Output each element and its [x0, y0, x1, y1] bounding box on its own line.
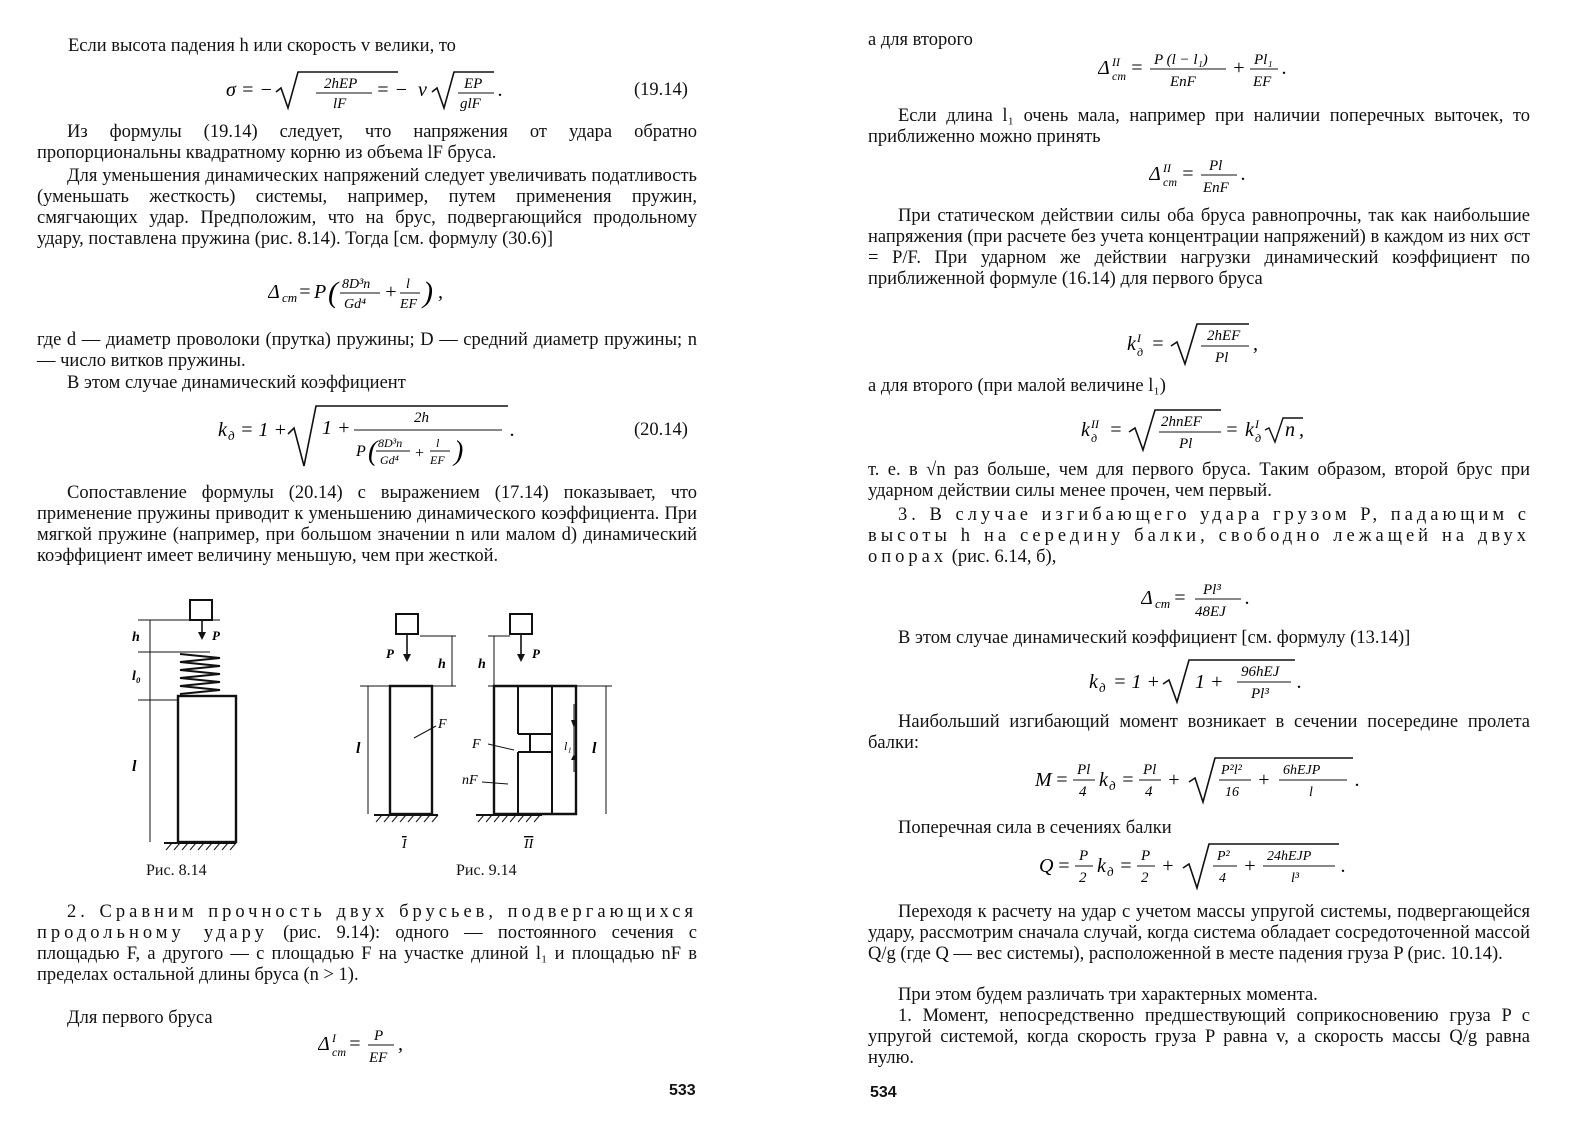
svg-text:lF: lF: [333, 96, 347, 112]
paragraph: [868, 460, 1530, 502]
text: В этом случае динамический коэффициент: [67, 373, 406, 393]
svg-text:P (l − l₁): P (l − l₁): [1154, 52, 1208, 68]
svg-text:=: =: [1225, 419, 1239, 441]
paragraph: [868, 818, 1530, 839]
equation-number: (19.14): [634, 80, 688, 100]
svg-text:Pl: Pl: [1179, 436, 1193, 452]
equation-delta-beam: [1141, 574, 1271, 628]
paragraph: [868, 985, 1530, 1006]
equation-M: [1035, 752, 1375, 812]
svg-text:Q: Q: [1039, 855, 1054, 877]
svg-text:=: =: [1151, 333, 1165, 355]
fig-label-h: h: [438, 657, 446, 672]
svg-text:v: v: [418, 79, 427, 101]
svg-text:4: 4: [1145, 784, 1153, 800]
svg-text:=: =: [1057, 855, 1071, 877]
svg-text:1 +: 1 +: [1195, 671, 1224, 693]
svg-text:.: .: [1245, 587, 1250, 609]
svg-text:P: P: [1079, 848, 1089, 864]
text: Поперечная сила в сечениях балки: [898, 818, 1172, 838]
svg-text:II: II: [1163, 161, 1171, 175]
page-number: 534: [870, 1084, 897, 1101]
text: Из формулы (19.14) следует, что напряжения от удара обратно пропорциональны квадратному корню из объема lF бруса.: [37, 122, 697, 163]
svg-text:,: ,: [1253, 333, 1258, 355]
svg-text:,: ,: [438, 281, 443, 303]
svg-text:+: +: [1243, 855, 1257, 877]
svg-text:II: II: [1091, 417, 1099, 431]
svg-text:8D³n: 8D³n: [378, 436, 403, 450]
svg-text:ст: ст: [1163, 175, 1177, 189]
equation-delta-st-render: [268, 270, 478, 316]
svg-text:glF: glF: [460, 96, 481, 112]
svg-text:Pl: Pl: [1077, 762, 1091, 778]
svg-text:= 1 +: = 1 +: [240, 419, 287, 441]
svg-text:P²: P²: [1217, 849, 1230, 864]
svg-text:EP: EP: [464, 76, 483, 92]
svg-text:Δ: Δ: [268, 281, 280, 303]
svg-text:+: +: [1167, 769, 1181, 791]
svg-text:.: .: [1282, 57, 1287, 79]
equation-k-beam: [1089, 654, 1319, 712]
svg-text:n: n: [1285, 419, 1295, 441]
svg-text:k: k: [1245, 419, 1254, 441]
text: т. е. в √n раз больше, чем для первого бруса. Таким образом, второй брус при ударном действии силы менее прочен, чем первый.: [868, 460, 1530, 501]
svg-text:l: l: [406, 277, 410, 292]
svg-text:2: 2: [1141, 870, 1149, 886]
fig-label-nF: nF: [462, 773, 478, 788]
svg-text:96hEJ: 96hEJ: [1241, 664, 1280, 680]
svg-text:Pl: Pl: [1215, 350, 1229, 366]
paragraph: [37, 373, 697, 394]
svg-text:д: д: [1091, 431, 1098, 445]
svg-text:k: k: [1097, 855, 1106, 877]
paragraph: [37, 330, 697, 372]
svg-text:д: д: [1107, 864, 1114, 879]
svg-text:6hEJP: 6hEJP: [1283, 763, 1321, 778]
paragraph: [868, 505, 1530, 568]
svg-text:+: +: [414, 445, 425, 462]
svg-text:k: k: [1081, 419, 1090, 441]
svg-text:.: .: [498, 79, 503, 101]
fig-label-F: F: [438, 717, 447, 732]
fig-label-I: I: [402, 837, 407, 852]
svg-text:.: .: [1297, 671, 1302, 693]
paragraph: [37, 166, 697, 250]
svg-text:EF: EF: [430, 453, 445, 467]
paragraph: [868, 712, 1530, 754]
paragraph: [37, 483, 697, 567]
equation-delta-II: [1098, 44, 1318, 98]
svg-text:EF: EF: [1253, 74, 1272, 90]
text: (рис. 9.14): одного — постоянного сечения с площадью F, а другого — с площадью F на участке длиной l₁ и площадью nF в пределах остальной длины бруса (n > 1).: [37, 923, 698, 985]
svg-text:+: +: [384, 281, 398, 303]
svg-text:P: P: [1141, 848, 1151, 864]
equation-20-14: [218, 400, 528, 478]
svg-text:Pl³: Pl³: [1251, 686, 1269, 702]
svg-text:24hEJP: 24hEJP: [1267, 849, 1312, 864]
svg-text:16: 16: [1225, 785, 1239, 800]
figure-8-14: [130, 596, 250, 856]
svg-text:ст: ст: [1155, 596, 1171, 611]
paragraph: [868, 1006, 1530, 1069]
paragraph: [868, 628, 1530, 649]
svg-text:l³: l³: [1291, 871, 1300, 886]
equation-render: [1141, 574, 1271, 622]
text: При этом будем различать три характерных момента.: [898, 985, 1318, 1005]
text: Для первого бруса: [67, 1008, 213, 1028]
svg-text:Gd⁴: Gd⁴: [380, 453, 399, 467]
svg-text:Pl³: Pl³: [1203, 582, 1221, 598]
paragraph: [37, 902, 697, 986]
svg-text:.: .: [1355, 769, 1360, 791]
svg-text:д: д: [1099, 680, 1106, 695]
svg-text:I: I: [332, 1031, 336, 1045]
equation-kII: [1081, 404, 1321, 460]
svg-text:2hEP: 2hEP: [324, 76, 358, 92]
svg-text:EF: EF: [400, 297, 418, 312]
text: (рис. 6.14, б),: [947, 547, 1057, 567]
fig-label-h: h: [132, 630, 140, 645]
svg-text:): ): [423, 276, 433, 309]
equation-delta-II-render: [1098, 44, 1318, 92]
paragraph: [868, 902, 1530, 965]
text: Для уменьшения динамических напряжений следует увеличивать податливость (уменьшать жесткость) системы, например, путем применения пружин, смягчающих удар. Предположим, что на брус, подвергающийся продольному удару, поставлена пружина (рис. 8.14). Тогда [см. формулу (30.6)]: [37, 166, 697, 249]
paragraph: [868, 106, 1530, 148]
text: а для второго (при малой величине l₁): [868, 376, 1166, 396]
svg-text:ст: ст: [1112, 69, 1126, 83]
svg-text:P: P: [356, 443, 366, 460]
svg-text:M: M: [1035, 769, 1052, 791]
svg-text:2hEF: 2hEF: [1207, 328, 1241, 344]
svg-text:8D³n: 8D³n: [342, 277, 371, 292]
text: Наибольший изгибающий момент возникает в сечении посередине пролета балки:: [868, 712, 1530, 753]
svg-text:Δ: Δ: [1098, 57, 1110, 79]
equation-delta-II-approx: [1149, 150, 1269, 204]
svg-text:Pl: Pl: [1143, 762, 1157, 778]
fig-label-II: II: [524, 837, 534, 852]
svg-text:=: =: [1119, 855, 1133, 877]
fig-label-l0: l₀: [132, 669, 141, 684]
svg-text:2h: 2h: [414, 410, 429, 426]
svg-text:2: 2: [1079, 870, 1087, 886]
fig-label-h: h: [478, 657, 486, 672]
fig-label-P: P: [386, 646, 394, 661]
svg-text:Δ: Δ: [1141, 587, 1153, 609]
svg-text:EF: EF: [369, 1050, 388, 1066]
right-page: [793, 0, 1586, 1148]
equation-delta-I-render: [318, 1022, 428, 1068]
paragraph: [68, 36, 708, 57]
svg-text:EnF: EnF: [1170, 74, 1196, 90]
svg-text:.: .: [510, 419, 515, 441]
equation-Q: [1039, 838, 1369, 898]
text: Сопоставление формулы (20.14) с выражением (17.14) показывает, что применение пружины приводит к уменьшению динамического коэффициента. При мягкой пружине (например, при большом значении n или малом d) динамический коэффициент имеет величину меньшую, чем при жесткой.: [37, 483, 697, 566]
svg-text:д: д: [1255, 431, 1262, 445]
svg-text:+: +: [1257, 769, 1271, 791]
svg-text:,: ,: [398, 1033, 403, 1055]
fig-label-l1: l₁: [564, 739, 572, 753]
svg-text:(: (: [368, 436, 378, 467]
text: а для второго: [868, 30, 973, 50]
svg-text:2hnEF: 2hnEF: [1161, 414, 1202, 430]
page-number: 533: [669, 1082, 696, 1099]
equation-kI: [1127, 318, 1277, 374]
svg-text:Pl: Pl: [1209, 158, 1223, 174]
svg-text:I: I: [1137, 331, 1141, 345]
svg-text:д: д: [228, 428, 235, 443]
svg-text:=: =: [1055, 769, 1069, 791]
svg-text:P: P: [314, 281, 327, 303]
svg-text:Gd⁴: Gd⁴: [344, 297, 366, 312]
svg-text:k: k: [1099, 769, 1108, 791]
svg-text:д: д: [1137, 345, 1144, 359]
svg-text:=: =: [298, 281, 312, 303]
svg-text:l: l: [1309, 785, 1313, 800]
equation-delta-st: [268, 270, 478, 322]
figure-9-14: [352, 608, 622, 858]
svg-text:4: 4: [1079, 784, 1087, 800]
svg-text:48EJ: 48EJ: [1195, 604, 1226, 620]
svg-text:P²l²: P²l²: [1221, 763, 1242, 778]
fig-label-l: l: [356, 740, 361, 757]
svg-text:=: =: [348, 1033, 362, 1055]
svg-text:k: k: [1089, 671, 1098, 693]
text: 2. Сравним прочность двух брусьев, подвергающихся продольному удару: [37, 902, 697, 943]
svg-text:,: ,: [1299, 419, 1304, 441]
svg-text:ст: ст: [282, 290, 298, 305]
text: Переходя к расчету на удар с учетом массы упругой системы, подвергающейся удару, рассмотрим сначала случай, когда система обладает сосредоточенной массой Q/g (где Q — вес системы), расположенной в месте падения груза P (рис. 10.14).: [868, 902, 1530, 964]
svg-text:.: .: [1241, 163, 1246, 185]
svg-text:= 1 +: = 1 +: [1113, 671, 1160, 693]
equation-render: [1089, 654, 1319, 706]
svg-text:): ): [454, 436, 464, 467]
text: В этом случае динамический коэффициент [см. формулу (13.14)]: [898, 628, 1411, 648]
svg-text:P: P: [374, 1028, 384, 1044]
equation-render: [1149, 150, 1269, 198]
svg-text:=: =: [1130, 57, 1144, 79]
paragraph: [868, 206, 1530, 290]
fig-label-P: P: [532, 646, 540, 661]
equation-19-14: [226, 66, 526, 120]
svg-text:II: II: [1112, 55, 1120, 69]
equation-number: (20.14): [634, 420, 688, 440]
equation-render: [1039, 838, 1369, 892]
svg-text:ст: ст: [332, 1045, 346, 1059]
figure-caption: Рис. 9.14: [456, 862, 517, 879]
text: 3. В случае изгибающего удара грузом P, падающим с высоты h на середину балки, свободно лежащей на двух опорах: [868, 505, 1530, 567]
svg-text:=: =: [1109, 419, 1123, 441]
equation-render: [1081, 404, 1321, 454]
fig-label-l: l: [592, 740, 597, 757]
text: 1. Момент, непосредственно предшествующий соприкосновению груза P с упругой системой, когда скорость груза P равна v, а скорость массы Q/g равна нулю.: [868, 1006, 1530, 1068]
svg-text:1 +: 1 +: [322, 417, 351, 439]
fig-label-l: l: [132, 758, 137, 775]
text: При статическом действии силы оба бруса равнопрочны, так как наибольшие напряжения (при расчете без учета концентрации напряжений) в каждом из них σст = P/F. При ударном же действии нагрузки динамический коэффициент по приближенной формуле (16.14) для первого бруса: [868, 206, 1530, 289]
equation-render: [1035, 752, 1375, 806]
equation-delta-I: [318, 1022, 428, 1074]
equation-render: [1127, 318, 1277, 368]
svg-text:I: I: [1255, 417, 1259, 431]
svg-text:σ = −: σ = −: [226, 79, 273, 101]
svg-text:=: =: [1121, 769, 1135, 791]
svg-text:EnF: EnF: [1203, 180, 1229, 196]
text: Если длина l₁ очень мала, например при наличии поперечных выточек, то приближенно можно принять: [868, 106, 1530, 147]
svg-text:k: k: [1127, 333, 1136, 355]
paragraph: [37, 122, 697, 164]
svg-text:k: k: [218, 419, 227, 441]
svg-text:+: +: [1232, 57, 1246, 79]
svg-text:Δ: Δ: [318, 1033, 330, 1055]
svg-text:=: =: [1181, 163, 1195, 185]
svg-text:д: д: [1109, 778, 1116, 793]
paragraph: [868, 376, 1530, 397]
equation-19-14-render: [226, 66, 526, 114]
svg-text:Pl₁: Pl₁: [1254, 52, 1273, 68]
figure-caption: Рис. 8.14: [146, 862, 207, 879]
svg-text:4: 4: [1219, 871, 1226, 886]
svg-text:(: (: [328, 276, 338, 309]
svg-text:Δ: Δ: [1149, 163, 1161, 185]
svg-text:+: +: [1161, 855, 1175, 877]
text: Если высота падения h или скорость v велики, то: [68, 36, 456, 56]
svg-text:.: .: [1341, 855, 1346, 877]
equation-20-14-render: [218, 400, 528, 472]
fig-label-P: P: [212, 628, 220, 643]
text: где d — диаметр проволоки (прутка) пружины; D — средний диаметр пружины; n — число витков пружины.: [37, 330, 697, 371]
fig-label-F: F: [472, 737, 481, 752]
svg-text:=: =: [1173, 587, 1187, 609]
svg-text:= −: = −: [376, 79, 408, 101]
svg-text:l: l: [436, 436, 440, 450]
